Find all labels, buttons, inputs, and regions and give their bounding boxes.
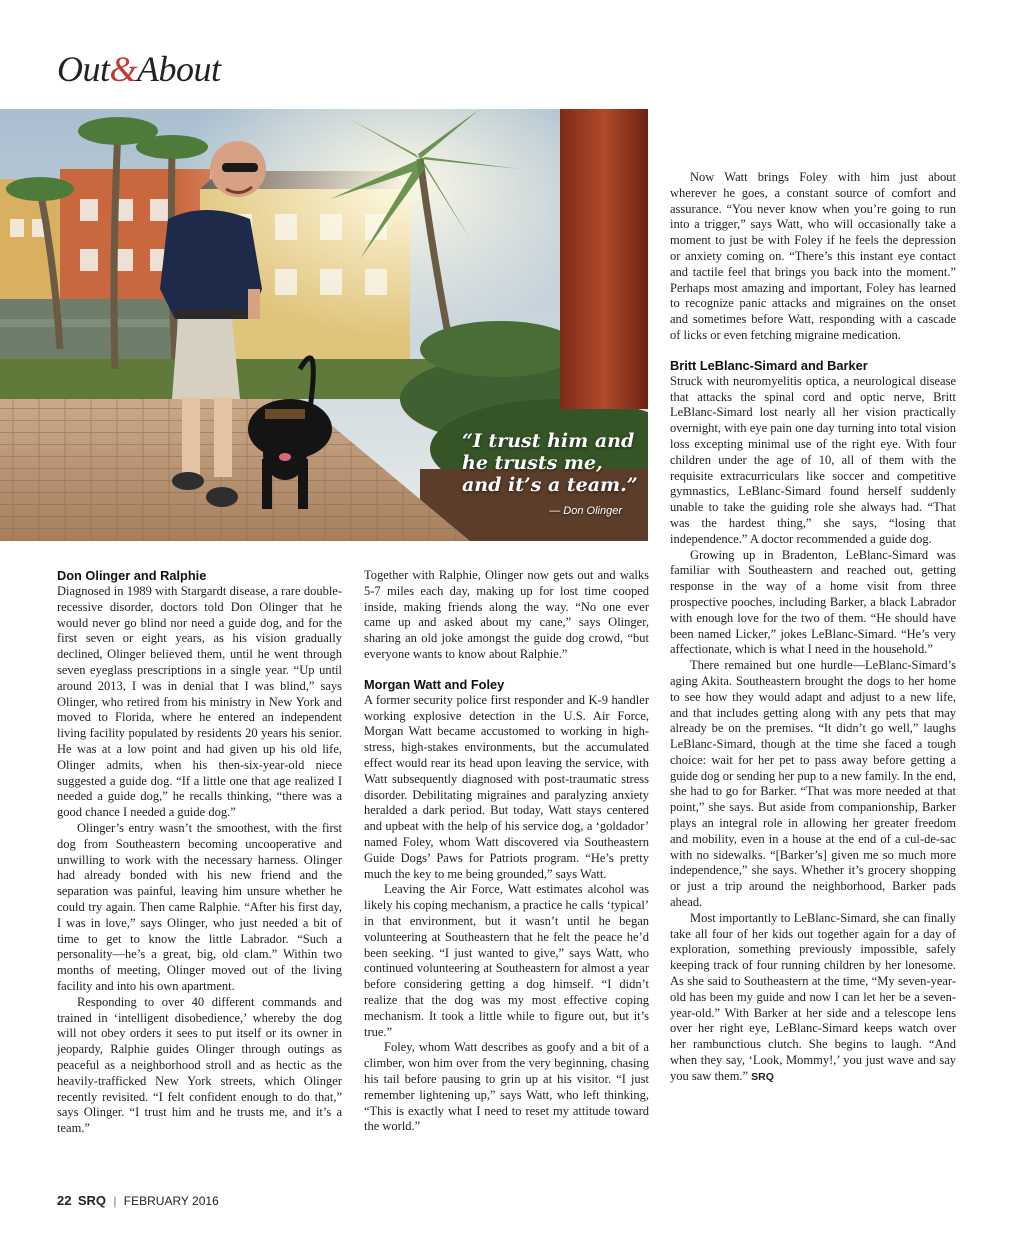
page-number: 22 bbox=[57, 1193, 72, 1208]
britt-paragraph-1: Struck with neuromyelitis optica, a neurological disease that attacks the spinal cord and optic nerve, Britt LeBlanc-Simard lost nearly all her vision practically overnight, with eye pain one day turning into total vision loss excepting minimal use of the right eye. With four children under the age of 10, all of them with the requisite extracurriculars like soccer and competitive gymnastics, LeBlanc-Simard found herself suddenly unable to take the guiding role she always had. “That was the hardest thing,” she says, “losing that independence.” A doctor recommended a guide dog. bbox=[670, 373, 956, 546]
section-title: Out&About bbox=[57, 49, 221, 89]
morgan-paragraph-2: Leaving the Air Force, Watt estimates alcohol was likely his coping mechanism, a practice he calls ‘typical’ in that environment, but it wasn’t until he began volunteering at Southeastern that he felt the peace he’d been seeking. “I just wanted to give,” says Watt, who continued volunteering at Southeastern for almost a year before considering getting a dog himself. “I didn’t realize that the dog was my most effective coping mechanism. It took a little while to figure out, but it’s true.” bbox=[364, 882, 649, 1039]
britt-paragraph-4 bbox=[670, 911, 956, 1086]
morgan-paragraph-4: Now Watt brings Foley with him just about wherever he goes, a constant source of comfort and assurance. “You never know when you’re going to run into a trigger,” says Watt, who will occasionally take a moment to just be with Foley if he feels the depression or anxiety coming on. “There’s this instant eye contact and tactile feel that brings you back into the moment.” Perhaps most amazing and important, Foley has learned to recognize panic attacks and migraines on the onset and sometimes before Watt, responding with a cascade of licks or even fetching migraine medication. bbox=[670, 170, 956, 342]
section-gap bbox=[670, 344, 956, 358]
pull-quote-attribution: — Don Olinger bbox=[549, 505, 622, 517]
column-2 bbox=[364, 568, 649, 1135]
column-1 bbox=[57, 568, 342, 1137]
don-paragraph-2: Olinger’s entry wasn’t the smoothest, with the first dog from Southeastern becoming uncooperative and unwilling to work with the necessary harness. Olinger had already bonded with his new friend and the separation was painful, leaving him unsure whether he could try again. Then came Ralphie. “After his first day, I was in love,” says Olinger, who just needed a bit of time to get to know the little Labrador. “Such a personality—he’s a great, big, old clam.” Within two months of meeting, Olinger moved out of the living facility and into his own apartment. bbox=[57, 820, 342, 993]
don-paragraph-1: Diagnosed in 1989 with Stargardt disease, a rare double-recessive disorder, doctors told Don Olinger that he would never go blind nor need a guide dog, and for the first seven or eight years, as his vision gradually declined, Olinger believed them, until he went through seven eyeglass prescriptions in a single year. “Up until around 2013, I was in denial that I was blind,” says Olinger, who retired from his ministry in New York and moved to Florida, where he entered an independent living facility populated by residents 20 years his senior. He was at a low point and had given up his old life, Olinger admits, when his then-six-year-old niece suggested a guide dog. “If a little one that age realized I needed a guide dog,” he recalls thinking, “there was a good chance I needed a guide dog.” bbox=[57, 584, 342, 820]
section-gap bbox=[364, 663, 649, 677]
end-mark: SRQ bbox=[751, 1070, 774, 1083]
page-footer bbox=[57, 1193, 219, 1208]
don-paragraph-4: Together with Ralphie, Olinger now gets out and walks 5-7 miles each day, making up for lost time cooped inside, making friends along the way. “No one ever came up and asked about my cane,” says Olinger, sharing an old joke amongst the guide dog crowd, “but everyone wants to know about Ralphie.” bbox=[364, 568, 649, 661]
don-heading: Don Olinger and Ralphie bbox=[57, 568, 207, 583]
column-3 bbox=[670, 170, 956, 1086]
britt-paragraph-4-text: Most importantly to LeBlanc-Simard, she can finally take all four of her kids out together again for a day of exploration, something previously impossible, safely keeping track of four running children by her lonesome. As she said to Southeastern at the time, “My seven-year-old has been my guide and now I can let her be a seven-year-old.” With Barker at her side and a telescope lens over her right eye, LeBlanc-Simard keeps watch over her rambunctious clutch. She begins to laugh. “And when they say, ‘Look, Mommy!,’ you just wave and say you saw them.” bbox=[670, 910, 956, 1083]
footer-separator: | bbox=[113, 1194, 117, 1208]
morgan-heading: Morgan Watt and Foley bbox=[364, 676, 505, 692]
pull-quote: “I trust him and he trusts me, and it’s a team.” bbox=[462, 430, 638, 496]
britt-paragraph-3: There remained but one hurdle—LeBlanc-Simard’s aging Akita. Southeastern brought the dogs to her home to see how they would adapt and adjust to a new life, and that includes getting along with any pets that may already be on the premises. “It didn’t go well,” laughs LeBlanc-Simard, though at the time she faced a tough choice: wait for her pet to pass away before getting a guide dog or sending her pup to a new family. In the end, she had to go for Barker. “That was more needed at that point,” she says. But aside from companionship, Barker plays an integral role in allowing her greater freedom and mobility, even in a house at the end of a cul-de-sac with no sidewalks. “[Barker’s] given me so much more independence,” she says. Whether it’s grocery shopping or just a trip around the neighborhood, Barker pads ahead. bbox=[670, 658, 956, 910]
britt-paragraph-2: Growing up in Bradenton, LeBlanc-Simard was familiar with Southeastern and reached out, getting response in the way of a home visit from three prospective pooches, including Barker, a black Labrador with enough love for the two of them. “He should have been named Licker,” jokes LeBlanc-Simard. “He’s very affectionate, which is what I need in the household.” bbox=[670, 547, 956, 657]
morgan-paragraph-3: Foley, whom Watt describes as goofy and a bit of a climber, won him over from the very beginning, chasing his tail before pausing to grin up at his visitor. “I just remember lightening up,” says Watt, who left thinking, “This is exactly what I need to reset my attitude toward the world.” bbox=[364, 1040, 649, 1134]
magazine-name: SRQ bbox=[77, 1193, 106, 1208]
morgan-paragraph-1: A former security police first responder and K-9 handler working explosive detection in the U.S. Air Force, Morgan Watt became accustomed to working in high-stress, high-stakes environments, but the accumulated effect would rear its head upon leaving the service, with Watt subsequently diagnosed with post-traumatic stress disorder. Debilitating migraines and paralyzing anxiety heralded a dark period. But today, Watt stays centered and upbeat with the help of his service dog, a ‘goldador’ named Foley, whom Watt discovered via Southeastern Guide Dogs’ Paws for Patriots program. “He’s pretty much the key to me being grounded,” says Watt. bbox=[364, 692, 649, 881]
britt-heading: Britt LeBlanc-Simard and Barker bbox=[670, 357, 868, 373]
don-paragraph-3: Responding to over 40 different commands and trained in ‘intelligent disobedience,’ whereby the dog will not obey orders it sees to put itself or its owner in jeopardy, Ralphie guides Olinger through outings as peaceful as a neighborhood stroll and as hectic as the heavily-trafficked New York streets, which Olinger recently revisited. “I felt confident enough to do that,” says Olinger. “I trust him and he trusts me, and it’s a team.” bbox=[57, 994, 342, 1136]
issue-date: FEBRUARY 2016 bbox=[123, 1194, 219, 1208]
